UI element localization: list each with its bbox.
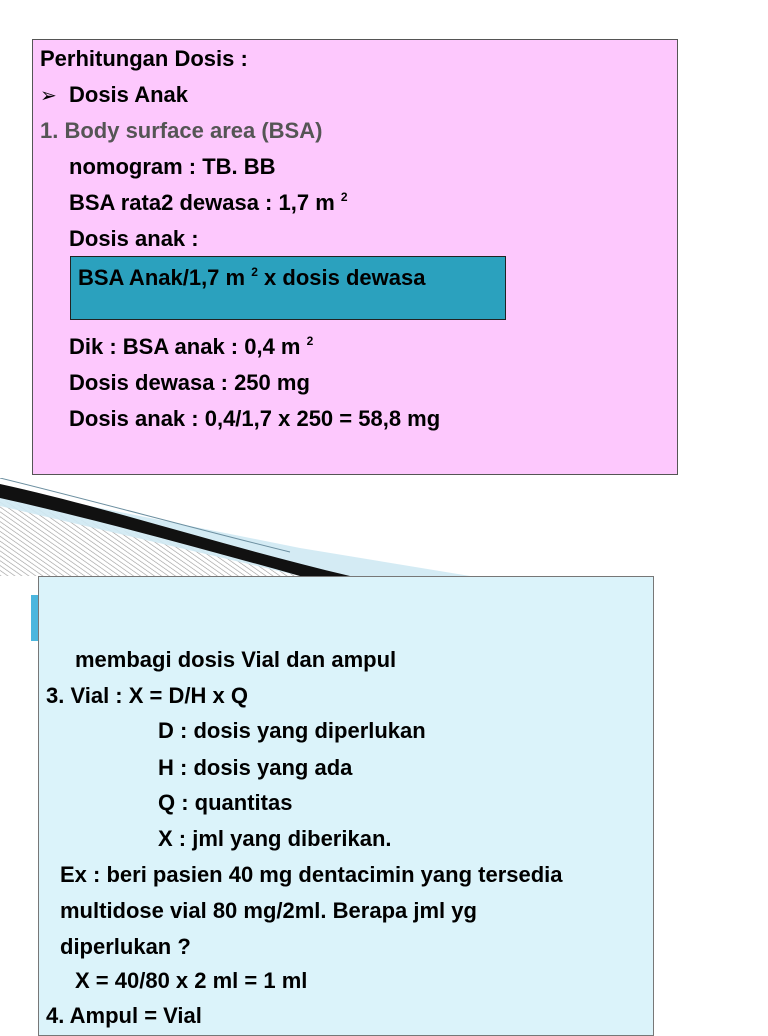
bottom-line-2: 3. Vial : X = D/H x Q xyxy=(46,683,248,708)
bottom-line-7: Ex : beri pasien 40 mg dentacimin yang tersedia xyxy=(60,862,563,887)
bsa-average-line: BSA rata2 dewasa : 1,7 m $^2$ xyxy=(69,190,348,215)
bottom-line-4: H : dosis yang ada xyxy=(158,755,353,780)
arrow-bullet-icon: ➢ xyxy=(40,85,57,107)
bottom-line-8: multidose vial 80 mg/2ml. Berapa jml yg xyxy=(60,898,477,923)
bottom-line-3: D : dosis yang diperlukan xyxy=(158,718,426,743)
bottom-line-11: 4. Ampul = Vial xyxy=(46,1003,202,1028)
bottom-line-9: diperlukan ? xyxy=(60,934,191,959)
dosis-dewasa-line: Dosis dewasa : 250 mg xyxy=(69,370,310,395)
nomogram-line: nomogram : TB. BB xyxy=(69,154,276,179)
dosis-anak-calculation: Dosis anak : 0,4/1,7 x 250 = 58,8 mg xyxy=(69,406,441,431)
bottom-line-6: X : jml yang diberikan. xyxy=(158,826,392,851)
panel-title: Perhitungan Dosis : xyxy=(40,46,248,71)
vial-ampul-panel xyxy=(38,576,654,1036)
formula-text: BSA Anak/1,7 m $^2$ x dosis dewasa xyxy=(78,265,426,290)
item-bsa-heading: 1. Body surface area (BSA) xyxy=(40,118,323,143)
bottom-line-10: X = 40/80 x 2 ml = 1 ml xyxy=(75,968,308,993)
decorative-swoosh xyxy=(0,478,470,578)
bullet-dosis-anak: ➢ Dosis Anak xyxy=(40,82,189,107)
dik-line: Dik : BSA anak : 0,4 m $^2$ xyxy=(69,334,314,359)
bottom-line-1: membagi dosis Vial dan ampul xyxy=(75,647,397,672)
dosis-anak-label: Dosis anak : xyxy=(69,226,199,251)
bottom-line-5: Q : quantitas xyxy=(158,790,293,815)
